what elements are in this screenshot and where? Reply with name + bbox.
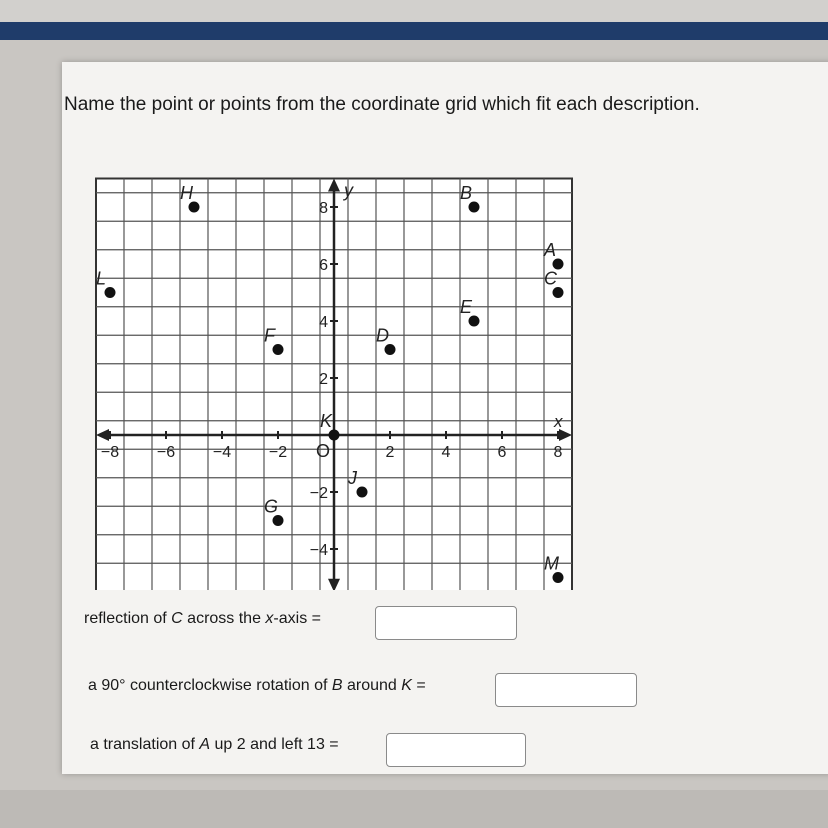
y-tick-label: 4 bbox=[319, 314, 328, 331]
point-f bbox=[273, 344, 284, 355]
point-label-h: H bbox=[180, 183, 193, 203]
point-h bbox=[189, 202, 200, 213]
point-label-b: B bbox=[460, 183, 473, 203]
y-tick-label: 6 bbox=[319, 257, 328, 274]
question-3-text-b: up 2 and left 13 = bbox=[210, 736, 339, 753]
point-label-m: M bbox=[544, 553, 559, 574]
question-3 bbox=[90, 736, 339, 754]
question-1-var-x: x bbox=[265, 610, 274, 627]
question-3-text-a: a translation of bbox=[90, 736, 200, 753]
point-e bbox=[469, 316, 480, 327]
y-tick-label: −2 bbox=[309, 485, 328, 502]
x-tick-label: −6 bbox=[156, 444, 176, 461]
question-3-var-a: A bbox=[199, 736, 211, 753]
question-2-text-c: = bbox=[411, 677, 426, 694]
question-1-var-c: C bbox=[171, 610, 183, 627]
question-prompt: Name the point or points from the coordinate grid which fit each description. bbox=[64, 94, 700, 115]
y-tick-label: 2 bbox=[319, 371, 328, 388]
answer-3-input[interactable] bbox=[386, 733, 526, 767]
point-label-k: K bbox=[320, 411, 333, 431]
x-tick-label: −2 bbox=[268, 444, 288, 461]
browser-top-bar bbox=[0, 0, 828, 40]
y-tick-label: 8 bbox=[319, 200, 328, 217]
point-label-e: E bbox=[460, 297, 473, 317]
answer-1-input[interactable] bbox=[375, 606, 517, 640]
question-2-var-b: B bbox=[331, 677, 343, 694]
point-m bbox=[553, 572, 564, 583]
bottom-edge bbox=[0, 790, 828, 828]
point-g bbox=[273, 515, 284, 526]
question-1-text-c: -axis = bbox=[273, 610, 321, 627]
point-b bbox=[469, 202, 480, 213]
y-tick-label: −4 bbox=[309, 542, 328, 559]
question-1-text-a: reflection of bbox=[84, 610, 172, 627]
point-d bbox=[385, 344, 396, 355]
x-tick-label: 8 bbox=[553, 444, 563, 461]
y-axis-label: y bbox=[344, 180, 353, 201]
answer-2-input[interactable] bbox=[495, 673, 637, 707]
point-label-f: F bbox=[264, 325, 275, 346]
x-tick-label: −8 bbox=[100, 444, 120, 461]
coordinate-grid-svg bbox=[70, 150, 594, 590]
origin-label: O bbox=[316, 441, 331, 461]
point-c bbox=[553, 287, 564, 298]
x-tick-label: 4 bbox=[441, 444, 451, 461]
question-2-text-a: a 90° counterclockwise rotation of bbox=[88, 677, 332, 694]
point-label-l: L bbox=[96, 268, 107, 289]
coordinate-grid bbox=[70, 150, 594, 595]
question-2-var-k: K bbox=[401, 677, 412, 694]
point-j bbox=[357, 487, 368, 498]
point-label-c: C bbox=[544, 268, 557, 289]
question-1-text-b: across the bbox=[182, 610, 266, 627]
point-l bbox=[105, 287, 116, 298]
point-label-j: J bbox=[348, 468, 357, 488]
x-axis-label: x bbox=[554, 412, 563, 431]
x-tick-label: 6 bbox=[497, 444, 507, 461]
point-k bbox=[329, 430, 340, 441]
point-label-g: G bbox=[264, 496, 279, 517]
question-2 bbox=[88, 677, 426, 695]
x-tick-label: 2 bbox=[385, 444, 395, 461]
point-label-d: D bbox=[376, 325, 389, 346]
question-1 bbox=[84, 610, 321, 628]
question-2-text-b: around bbox=[342, 677, 402, 694]
x-tick-label: −4 bbox=[212, 444, 232, 461]
point-label-a: A bbox=[544, 240, 557, 260]
